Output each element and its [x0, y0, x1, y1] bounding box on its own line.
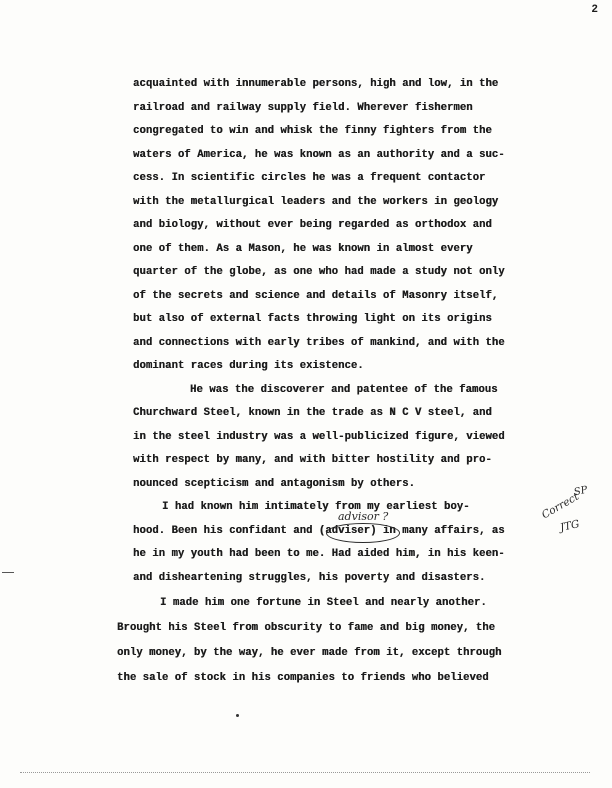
text-line: railroad and railway supply field. Wherever fishermen [133, 102, 473, 114]
text-line: with respect by many, and with bitter hostility and pro- [133, 454, 492, 466]
text-line: and connections with early tribes of mankind, and with the [133, 337, 505, 349]
margin-mark [2, 572, 14, 573]
handwritten-margin-correct: Correct [539, 490, 581, 522]
stray-dot [236, 714, 239, 717]
handwritten-circle [326, 523, 400, 543]
text-line: hood. Been his confidant and (adviser) in many affairs, as [133, 525, 505, 537]
text-line: in the steel industry was a well-publicized figure, viewed [133, 431, 505, 443]
text-line: cess. In scientific circles he was a frequent contactor [133, 172, 486, 184]
page-number: 2 [591, 4, 598, 16]
text-line: dominant races during its existence. [133, 360, 364, 372]
text-line: he in my youth had been to me. Had aided him, in his keen- [133, 548, 505, 560]
handwritten-advisor-correction: advisor ? [338, 510, 389, 523]
text-line: and biology, without ever being regarded as orthodox and [133, 219, 492, 231]
text-line: congregated to win and whisk the finny fighters from the [133, 125, 492, 137]
text-line: I had known him intimately from my earliest boy- [162, 501, 470, 513]
handwritten-margin-sp: SP [573, 484, 589, 499]
text-line: waters of America, he was known as an authority and a suc- [133, 149, 505, 161]
text-line: but also of external facts throwing light on its origins [133, 313, 492, 325]
text-line: only money, by the way, he ever made from it, except through [117, 647, 502, 659]
text-line: nounced scepticism and antagonism by others. [133, 478, 415, 490]
text-line: one of them. As a Mason, he was known in almost every [133, 243, 473, 255]
text-line: acquainted with innumerable persons, high and low, in the [133, 78, 499, 90]
text-line: quarter of the globe, as one who had made a study not only [133, 266, 505, 278]
text-line: Churchward Steel, known in the trade as N C V steel, and [133, 407, 492, 419]
scan-edge-artifact [20, 772, 590, 775]
handwritten-margin-initials: JTG [558, 518, 581, 534]
text-line: He was the discoverer and patentee of the famous [190, 384, 498, 396]
text-line: the sale of stock in his companies to friends who believed [117, 672, 489, 684]
text-line: I made him one fortune in Steel and nearly another. [160, 597, 487, 609]
text-line: of the secrets and science and details of Masonry itself, [133, 290, 499, 302]
text-line: and disheartening struggles, his poverty and disasters. [133, 572, 486, 584]
text-line: Brought his Steel from obscurity to fame and big money, the [117, 622, 496, 634]
text-line: with the metallurgical leaders and the workers in geology [133, 196, 499, 208]
